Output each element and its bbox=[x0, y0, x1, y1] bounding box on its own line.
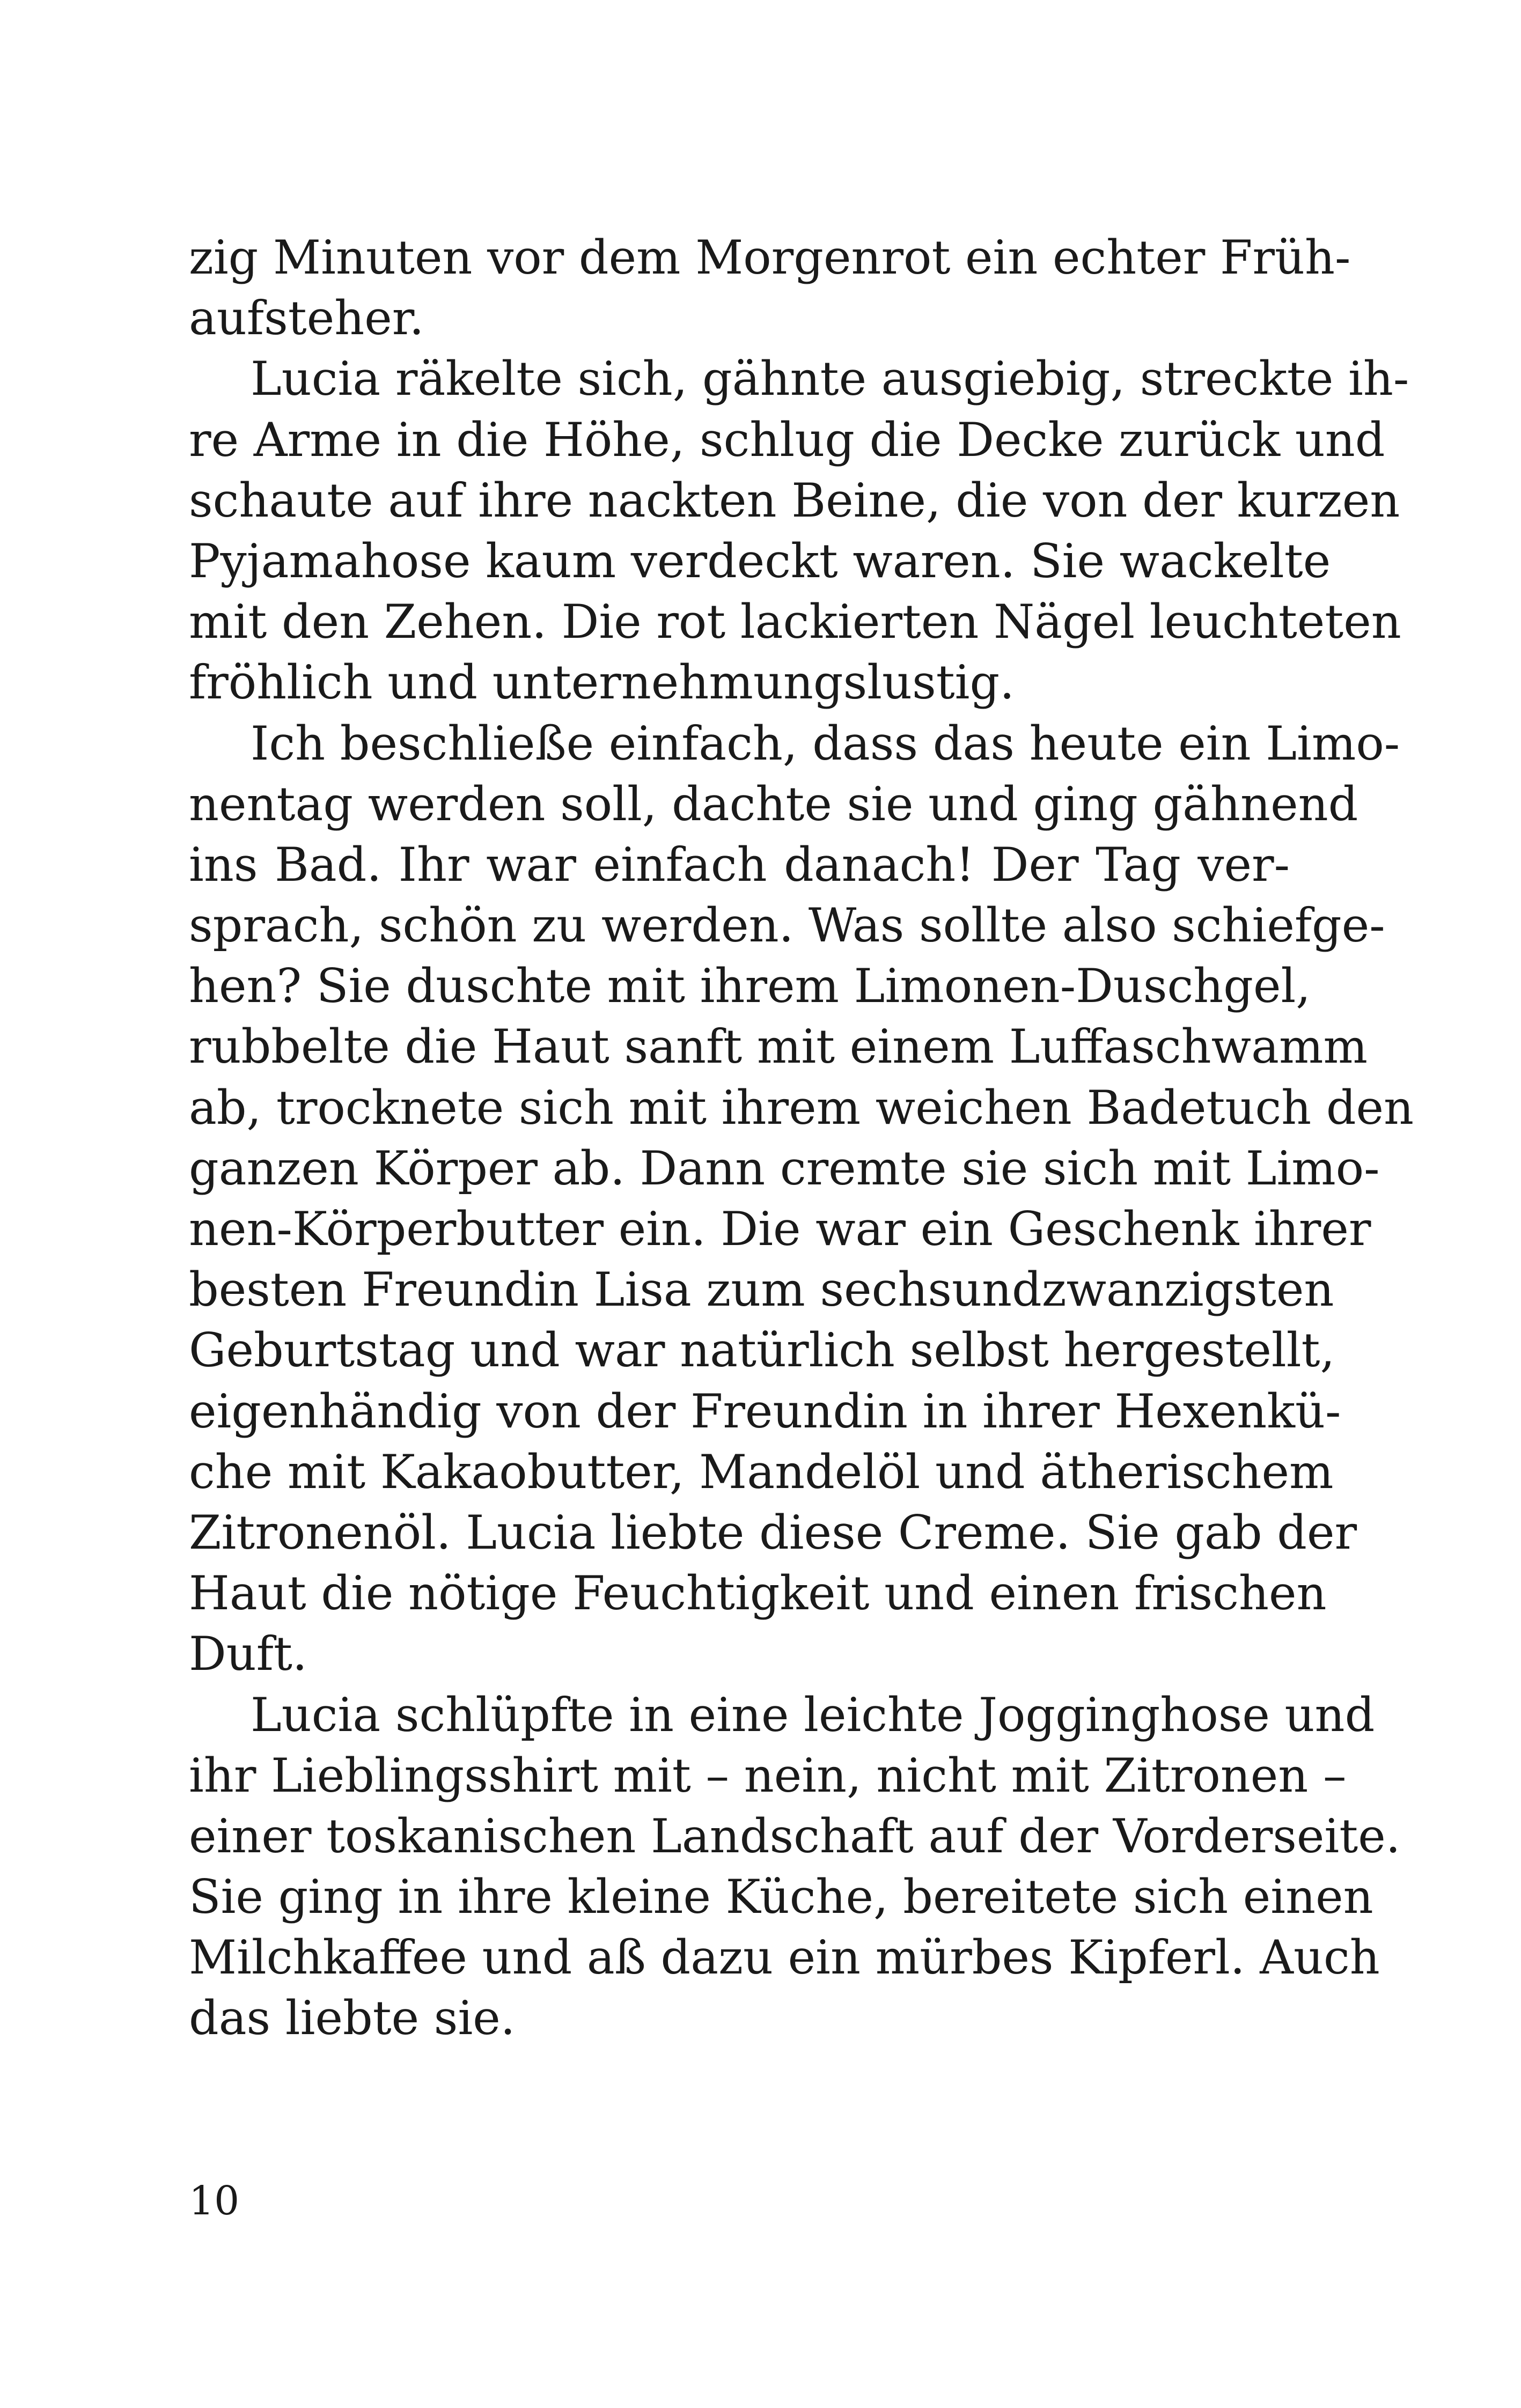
text-line: fröhlich und unternehmungslustig. bbox=[189, 655, 1015, 710]
text-line: Sie ging in ihre kleine Küche, bereitete sich einen bbox=[189, 1869, 1373, 1925]
text-line: rubbelte die Haut sanft mit einem Luffaschwamm bbox=[189, 1019, 1368, 1074]
text-line: ab, trocknete sich mit ihrem weichen Badetuch den bbox=[189, 1080, 1414, 1135]
text-line: zig Minuten vor dem Morgenrot ein echter Früh- bbox=[189, 230, 1351, 285]
text-line: ganzen Körper ab. Dann cremte sie sich mit Limo- bbox=[189, 1140, 1380, 1196]
text-line: Duft. bbox=[189, 1626, 307, 1682]
text-line: Zitronenöl. Lucia liebte diese Creme. Sie gab der bbox=[189, 1505, 1357, 1560]
text-line: Haut die nötige Feuchtigkeit und einen frischen bbox=[189, 1566, 1327, 1621]
text-line: nen-Körperbutter ein. Die war ein Geschenk ihrer bbox=[189, 1202, 1371, 1256]
text-line: Pyjamahose kaum verdeckt waren. Sie wackelte bbox=[189, 533, 1331, 588]
page-number: 10 bbox=[189, 2178, 240, 2224]
text-line: besten Freundin Lisa zum sechsundzwanzigsten bbox=[189, 1262, 1334, 1317]
text-line: Geburtstag und war natürlich selbst hergestellt, bbox=[189, 1323, 1335, 1378]
text-line: sprach, schön zu werden. Was sollte also schiefge- bbox=[189, 898, 1385, 953]
text-line: einer toskanischen Landschaft auf der Vorderseite. bbox=[189, 1808, 1401, 1864]
text-line: mit den Zehen. Die rot lackierten Nägel leuchteten bbox=[189, 594, 1401, 650]
text-line: nentag werden soll, dachte sie und ging gähnend bbox=[189, 776, 1358, 831]
text-line: aufsteher. bbox=[189, 291, 424, 346]
text-line: hen? Sie duschte mit ihrem Limonen-Duschgel, bbox=[189, 959, 1311, 1014]
text-line: ihr Lieblingsshirt mit – nein, nicht mit Zitronen – bbox=[189, 1748, 1347, 1803]
text-line: che mit Kakaobutter, Mandelöl und ätherischem bbox=[189, 1444, 1334, 1499]
text-line: Milchkaffee und aß dazu ein mürbes Kipferl. Auch bbox=[189, 1930, 1380, 1985]
text-line: ins Bad. Ihr war einfach danach! Der Tag ver- bbox=[189, 837, 1290, 892]
text-line: schaute auf ihre nackten Beine, die von der kurzen bbox=[189, 473, 1400, 528]
text-line: eigenhändig von der Freundin in ihrer Hexenkü- bbox=[189, 1383, 1341, 1439]
text-line: Lucia schlüpfte in eine leichte Jogginghose und bbox=[251, 1687, 1375, 1742]
text-line: Lucia räkelte sich, gähnte ausgiebig, streckte ih- bbox=[251, 351, 1409, 407]
text-line: re Arme in die Höhe, schlug die Decke zurück und bbox=[189, 412, 1385, 467]
body-text bbox=[189, 227, 1414, 2049]
text-line: Ich beschließe einfach, dass das heute ein Limo- bbox=[251, 716, 1400, 771]
text-line: das liebte sie. bbox=[189, 1991, 516, 2046]
